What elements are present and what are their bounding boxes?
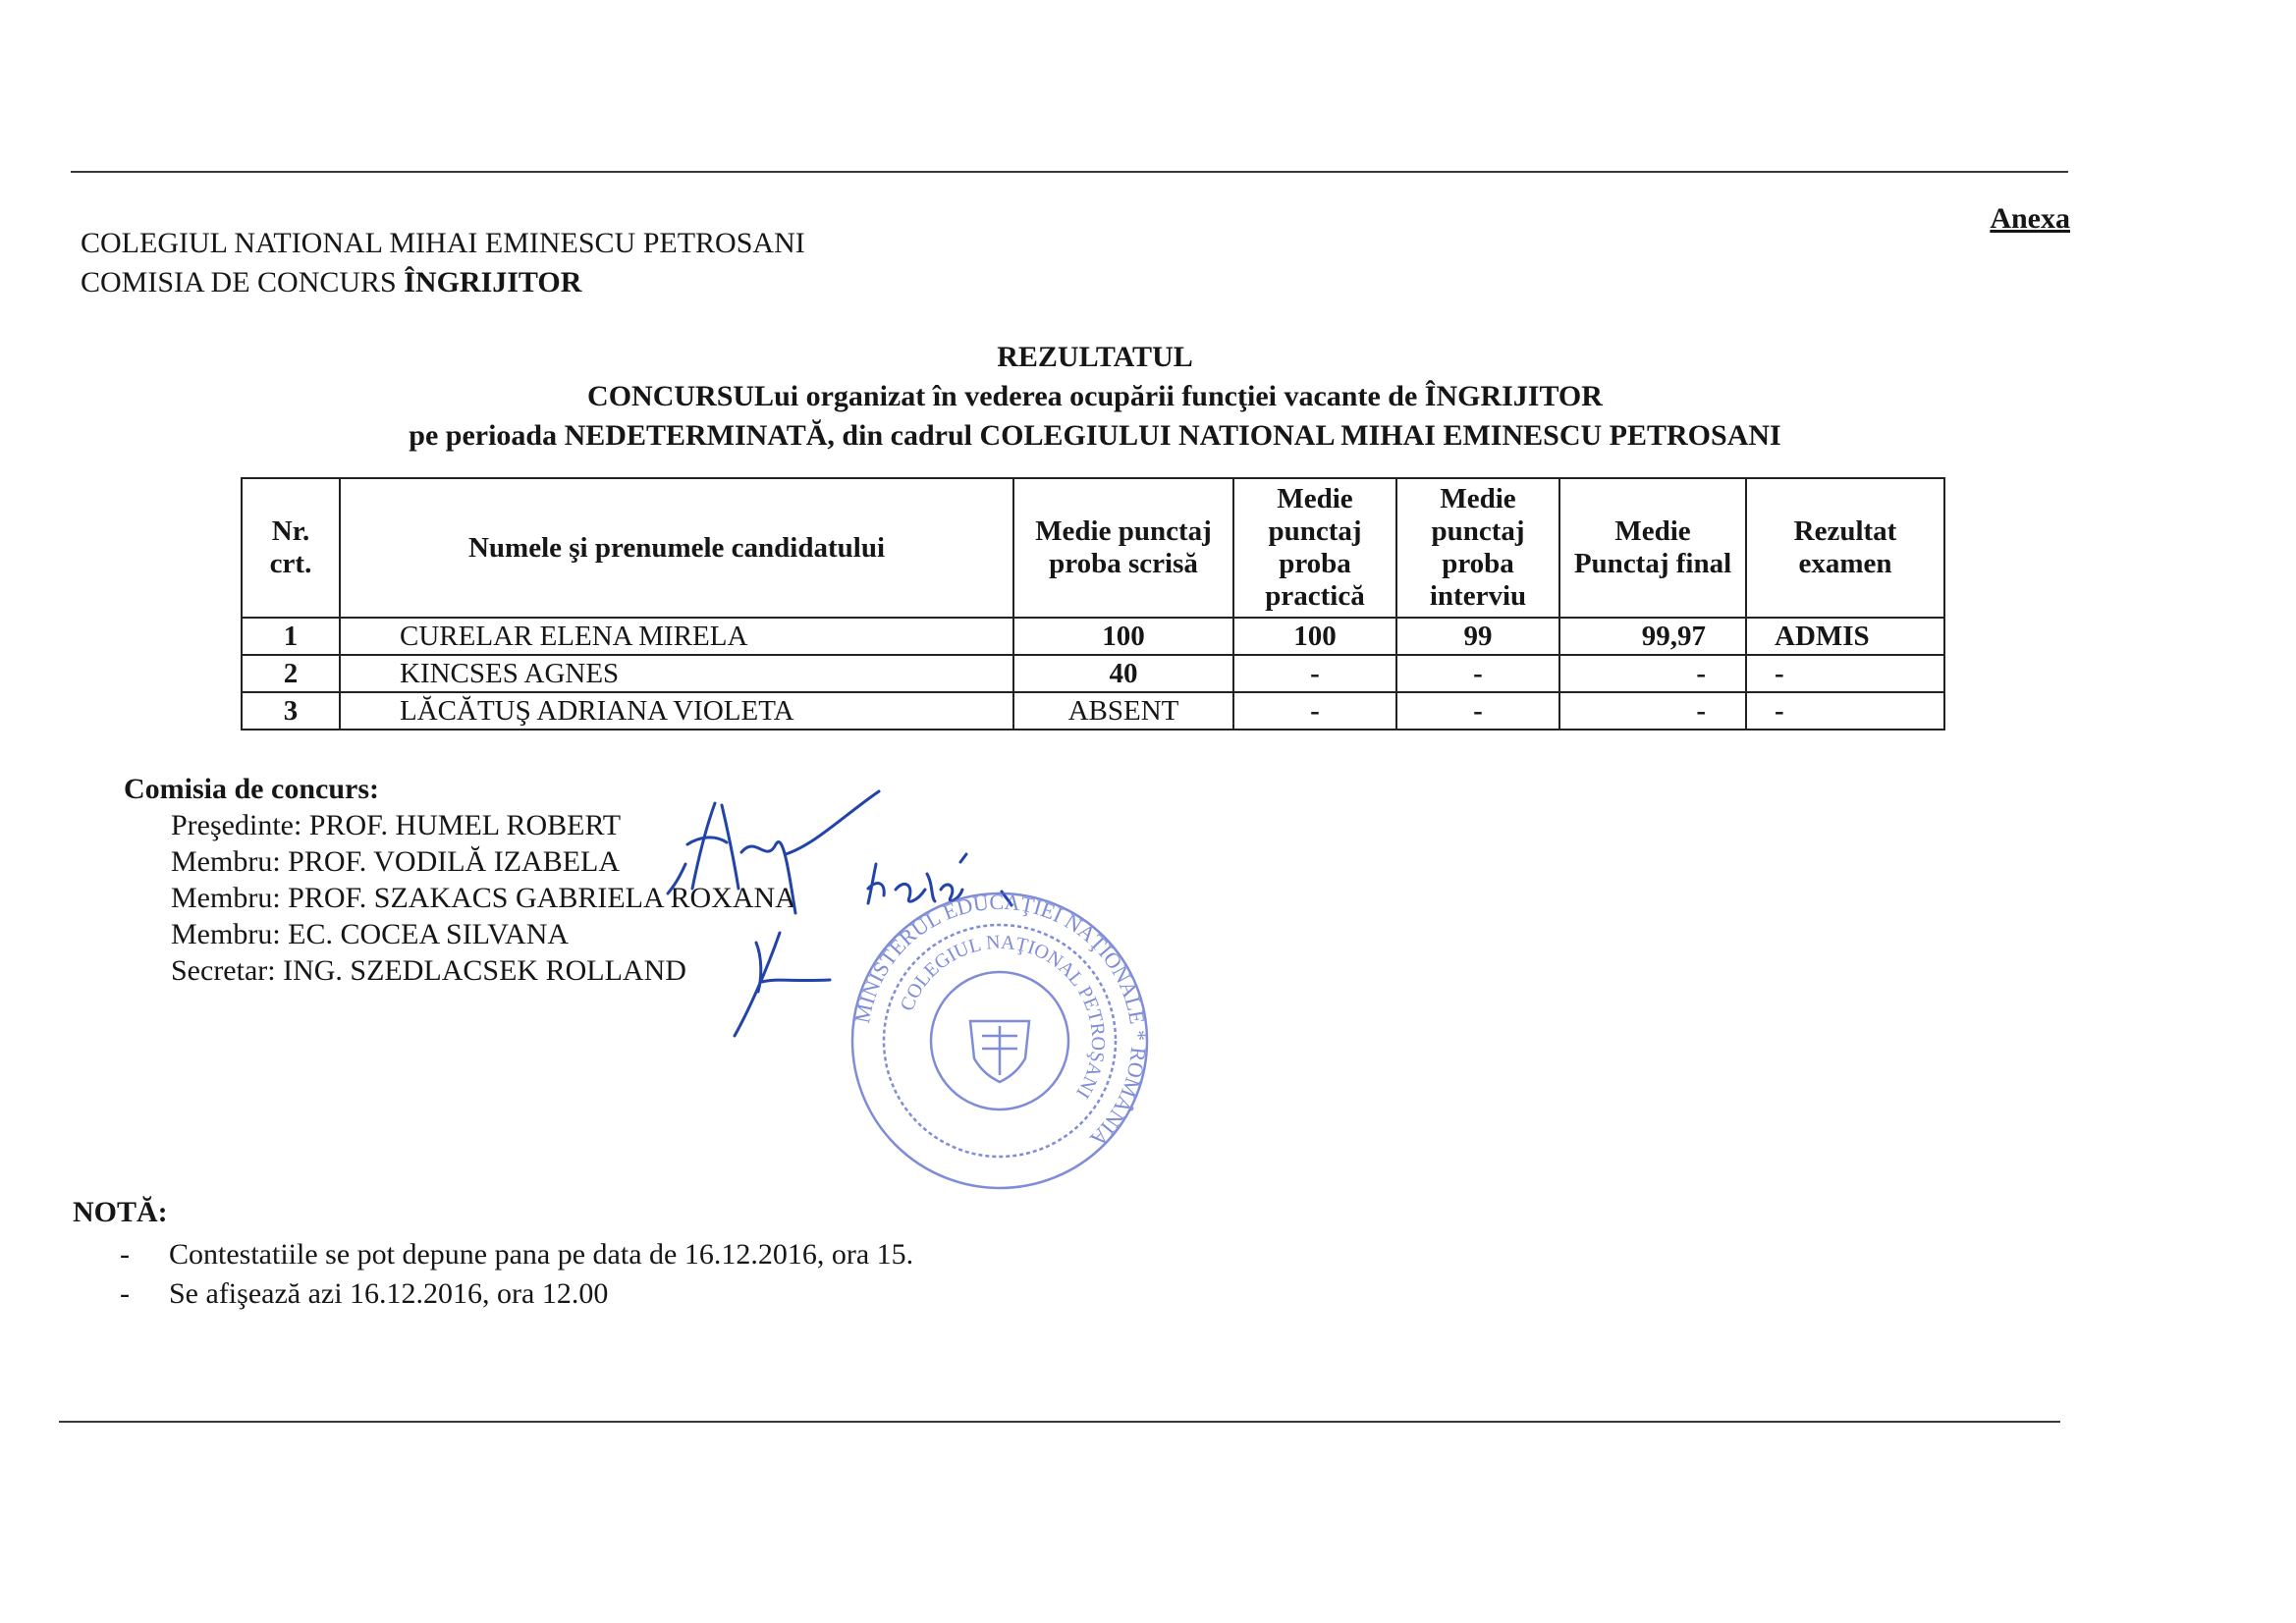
cell-scrisa: ABSENT xyxy=(1013,692,1233,730)
title-line-1: REZULTATUL xyxy=(997,341,1193,373)
header-name: Numele şi prenumele candidatului xyxy=(340,478,1013,618)
cell-practica: - xyxy=(1233,655,1396,692)
header-nr: Nr. crt. xyxy=(242,478,340,618)
header-final: Medie Punctaj final xyxy=(1559,478,1746,618)
commission-member: Membru: EC. COCEA SILVANA xyxy=(171,918,570,950)
stamp-outer-text: MINISTERUL EDUCAŢIEI NAŢIONALE * ROMÂNIA xyxy=(849,889,1152,1152)
stamp-inner-text: COLEGIUL NAŢIONAL PETROŞANI xyxy=(896,931,1110,1103)
cell-interviu: - xyxy=(1396,655,1559,692)
cell-final: - xyxy=(1559,692,1746,730)
nota-item: - Contestatiile se pot depune pana pe data de 16.12.2016, ora 15. xyxy=(120,1238,914,1271)
header-rezultat: Rezultat examen xyxy=(1746,478,1944,618)
header-practica: Medie punctaj proba practică xyxy=(1233,478,1396,618)
commission-member: Secretar: ING. SZEDLACSEK ROLLAND xyxy=(171,954,686,987)
nota-item-text: Se afişează azi 16.12.2016, ora 12.00 xyxy=(169,1277,609,1310)
header-interviu: Medie punctaj proba interviu xyxy=(1396,478,1559,618)
institution-name: COLEGIUL NATIONAL MIHAI EMINESCU PETROSANI xyxy=(81,227,805,259)
commission-label: Comisia de concurs: xyxy=(124,773,379,805)
nota-list xyxy=(120,1235,913,1314)
cell-rezultat: - xyxy=(1746,692,1944,730)
cell-interviu: - xyxy=(1396,692,1559,730)
cell-interviu: 99 xyxy=(1396,618,1559,655)
annex-label: Anexa xyxy=(1990,202,2070,235)
title-line-3: pe perioada NEDETERMINATĂ, din cadrul COLEGIULUI NATIONAL MIHAI EMINESCU PETROSANI xyxy=(409,419,1781,452)
cell-rezultat: ADMIS xyxy=(1746,618,1944,655)
cell-final: - xyxy=(1559,655,1746,692)
nota-item: - Se afişează azi 16.12.2016, ora 12.00 xyxy=(120,1277,609,1310)
cell-name: KINCSES AGNES xyxy=(340,655,1013,692)
title-line-2: CONCURSULui organizat în vederea ocupării funcţiei vacante de ÎNGRIJITOR xyxy=(587,380,1603,412)
nota-label: NOTĂ: xyxy=(73,1196,168,1228)
nota-item-text: Contestatiile se pot depune pana pe data de 16.12.2016, ora 15. xyxy=(169,1238,914,1271)
cell-practica: 100 xyxy=(1233,618,1396,655)
cell-final: 99,97 xyxy=(1559,618,1746,655)
cell-scrisa: 40 xyxy=(1013,655,1233,692)
bottom-divider xyxy=(59,1421,2060,1423)
signature-member-vodila xyxy=(668,864,685,893)
cell-practica: - xyxy=(1233,692,1396,730)
committee-role: ÎNGRIJITOR xyxy=(404,266,582,298)
cell-nr: 2 xyxy=(242,655,340,692)
cell-name: CURELAR ELENA MIRELA xyxy=(340,618,1013,655)
header-scrisa: Medie punctaj proba scrisă xyxy=(1013,478,1233,618)
commission-member: Membru: PROF. SZAKACS GABRIELA ROXANA xyxy=(171,882,796,914)
official-stamp xyxy=(849,890,1151,1188)
cell-nr: 1 xyxy=(242,618,340,655)
cell-rezultat: - xyxy=(1746,655,1944,692)
committee-prefix: COMISIA DE CONCURS xyxy=(81,266,405,298)
commission-member: Preşedinte: PROF. HUMEL ROBERT xyxy=(171,809,622,841)
commission-member: Membru: PROF. VODILĂ IZABELA xyxy=(171,845,621,878)
cell-name: LĂCĂTUŞ ADRIANA VIOLETA xyxy=(340,692,1013,730)
signature-president xyxy=(687,791,879,913)
cell-nr: 3 xyxy=(242,692,340,730)
cell-scrisa: 100 xyxy=(1013,618,1233,655)
signature-secretar xyxy=(735,933,830,1036)
